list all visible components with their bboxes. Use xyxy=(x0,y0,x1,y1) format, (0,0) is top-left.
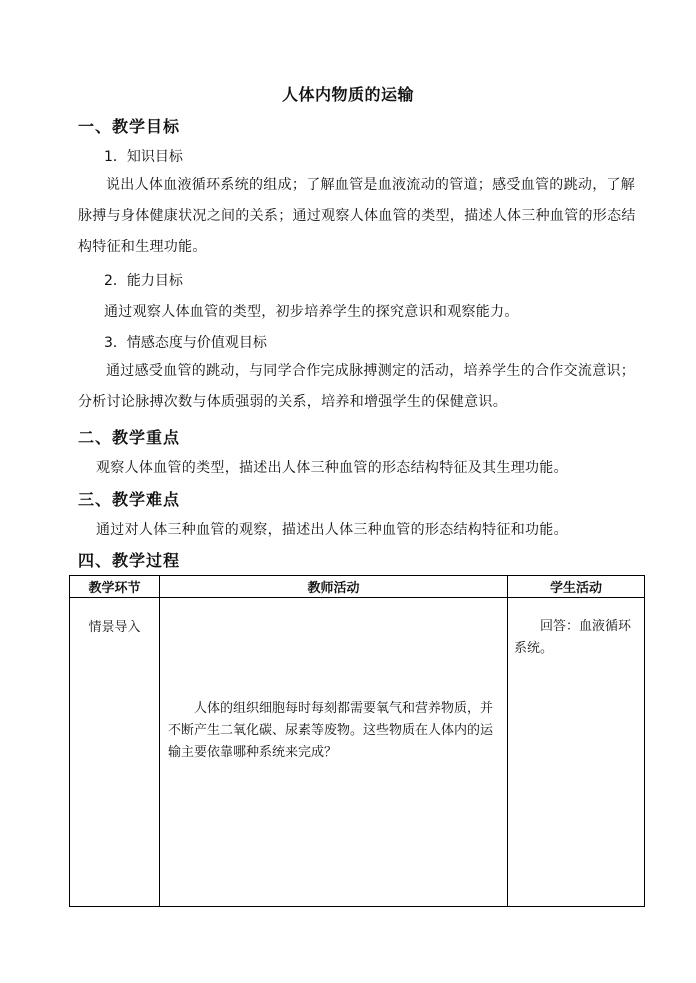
table-row xyxy=(70,598,645,907)
table-header-row xyxy=(70,576,645,598)
cell-stage: 情景导入 xyxy=(70,598,160,907)
section-heading-objectives: 一、教学目标 xyxy=(78,117,181,136)
section-heading-process: 四、教学过程 xyxy=(78,551,181,570)
cell-teacher xyxy=(160,598,508,907)
paragraph-ability: 通过观察人体血管的类型，初步培养学生的探究意识和观察能力。 xyxy=(104,304,519,320)
paragraph-difficulties: 通过对人体三种血管的观察，描述出人体三种血管的形态结构特征和功能。 xyxy=(96,522,568,538)
page-title: 人体内物质的运输 xyxy=(281,85,414,104)
column-header-stage: 教学环节 xyxy=(70,576,160,598)
paragraph-attitude: 通过感受血管的跳动，与同学合作完成脉搏测定的活动，培养学生的合作交流意识；分析讨论脉搏次数与体质强弱的关系，培养和增强学生的保健意识。 xyxy=(78,363,636,410)
sub-heading-knowledge: 1．知识目标 xyxy=(104,149,183,165)
column-header-teacher: 教师活动 xyxy=(160,576,508,598)
section-heading-key-points: 二、教学重点 xyxy=(78,428,181,447)
sub-heading-ability: 2．能力目标 xyxy=(104,273,183,289)
paragraph-knowledge: 说出人体血液循环系统的组成；了解血管是血液流动的管道；感受血管的跳动，了解脉搏与身体健康状况之间的关系；通过观察人体血管的类型，描述人体三种血管的形态结构特征和生理功能。 xyxy=(78,177,636,255)
cell-student xyxy=(508,598,645,907)
paragraph-key-points: 观察人体血管的类型，描述出人体三种血管的形态结构特征及其生理功能。 xyxy=(96,460,568,476)
column-header-student: 学生活动 xyxy=(508,576,645,598)
student-activity-text: 回答：血液循环系统。 xyxy=(514,619,632,656)
process-table xyxy=(69,575,645,907)
sub-heading-attitude: 3．情感态度与价值观目标 xyxy=(104,335,267,351)
section-heading-difficulties: 三、教学难点 xyxy=(78,490,181,509)
teacher-activity-text: 人体的组织细胞每时每刻都需要氧气和营养物质，并不断产生二氧化碳、尿素等废物。这些物质在人体内的运输主要依靠哪种系统来完成？ xyxy=(168,701,494,760)
